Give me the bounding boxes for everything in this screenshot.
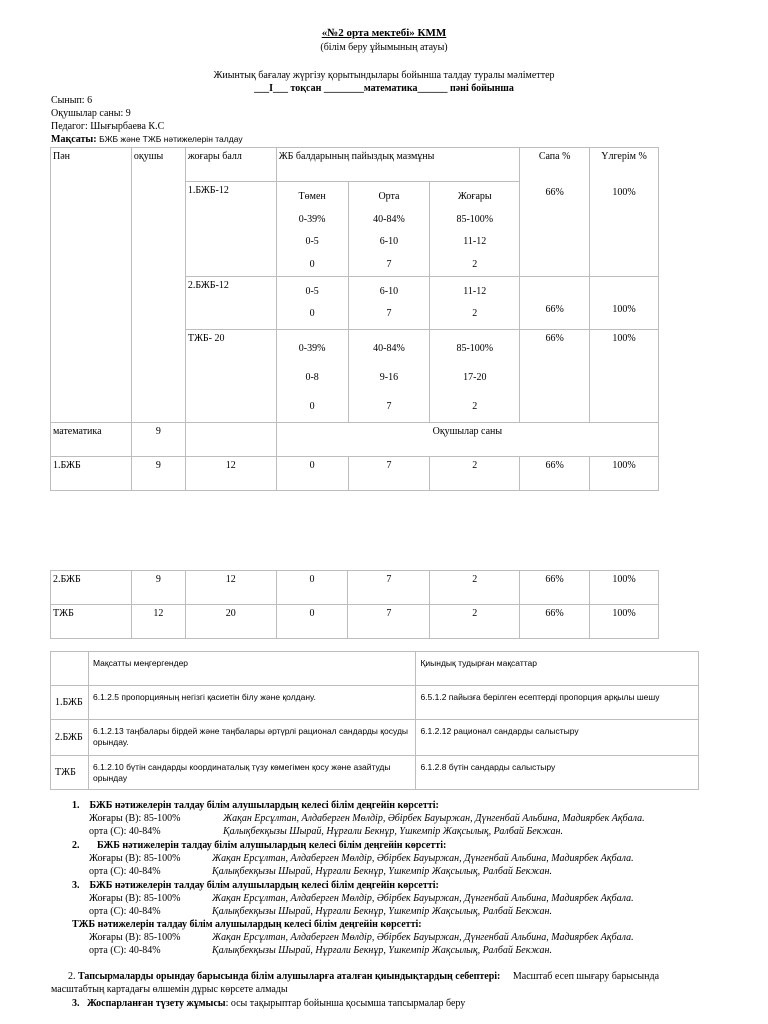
lvl-mid: Орта — [378, 191, 400, 202]
r1-name: 1.БЖБ-12 — [185, 182, 276, 277]
r2-low-count: 0 — [309, 308, 315, 319]
analysis-heading-2 — [72, 840, 446, 851]
r2-high — [430, 277, 520, 330]
mid-label: орта (С): 40-84% — [89, 906, 161, 917]
r2-quality: 66% — [520, 277, 590, 330]
subject-count: 9 — [131, 423, 185, 457]
school-name: «№2 орта мектебі» КММ — [321, 27, 447, 39]
mid-label: орта (С): 40-84% — [89, 866, 161, 877]
quarter-line: ___I___ тоқсан ________математика______ пәні бойынша — [254, 83, 514, 94]
lvl-high: Жоғары — [457, 191, 492, 202]
tjb-success: 100% — [590, 605, 659, 639]
p2-text-a: Масштаб есеп шығару барысында — [512, 971, 660, 982]
bjb2-quality: 66% — [520, 571, 590, 605]
teacher-line: Педагог: Шығырбаева К.С — [51, 121, 165, 132]
r2-mid — [348, 277, 430, 330]
header-quality — [520, 148, 590, 277]
goal-line — [51, 134, 243, 145]
r1-low-range: 0-5 — [305, 236, 319, 247]
r2-low — [276, 277, 348, 330]
r1-high — [430, 182, 520, 277]
high-label: Жоғары (В): 85-100% — [89, 813, 181, 824]
obj-difficult: 6.1.2.8 бүтін сандарды салыстыру — [416, 756, 699, 790]
high-names: Жақан Ерсұлтан, Алдаберген Мөлдір, Әбірбек Бауыржан, Дүнгенбай Альбина, Мадиярбек Ақбала. — [212, 853, 634, 864]
bjb2-students: 9 — [131, 571, 185, 605]
r3-mid-pct: 40-84% — [373, 343, 405, 354]
obj-row-label: 1.БЖБ — [51, 686, 89, 720]
objectives-corner — [51, 652, 89, 686]
obj-difficult: 6.1.2.12 рационал сандарды салыстыру — [416, 720, 699, 756]
r1-quality: 66% — [545, 187, 564, 198]
analysis-number: 3. — [72, 880, 80, 891]
r2-success: 100% — [590, 277, 659, 330]
r3-mid-count: 7 — [386, 401, 392, 412]
p3-text: : осы тақырыптар бойынша қосымша тапсырмалар беру — [225, 998, 466, 1009]
difficulties-line-2: масштабтың картадағы өлшемін дұрыс көрсете алмады — [51, 984, 288, 995]
r1-high-count: 2 — [472, 258, 478, 270]
students-count-label: Оқушылар саны — [276, 423, 658, 457]
mid-names: Қалықбекқызы Шырай, Нұрғали Бекнұр, Үшкемпір Жақсылық, Ралбай Бекжан. — [212, 945, 553, 956]
r1-mid-range: 6-10 — [379, 236, 399, 247]
analysis-heading-text: БЖБ нәтижелерін талдау білім алушылардың келесі білім деңгейін көрсетті: — [89, 880, 439, 891]
bjb2-low: 0 — [276, 571, 348, 605]
p3-label: Жоспарланған түзету жұмысы — [87, 998, 226, 1009]
p3-number: 3. — [72, 998, 80, 1009]
r1-high-range: 11-12 — [463, 236, 487, 247]
tjb-high: 2 — [430, 605, 520, 639]
r1-mid-count: 7 — [386, 258, 392, 270]
header-achieved: Мақсатты меңгергендер — [88, 652, 415, 686]
analysis-number: 2. — [72, 840, 80, 851]
r2-mid-count: 7 — [386, 308, 392, 319]
p2-number: 2. — [68, 971, 76, 982]
r3-mid — [348, 330, 430, 423]
bjb1-label: 1.БЖБ — [51, 457, 132, 491]
r3-mid-range: 9-16 — [379, 372, 399, 383]
header-percent: ЖБ балдарының пайыздық мазмұны — [276, 148, 520, 182]
obj-achieved: 6.1.2.10 бүтін сандарды координаталық түзу көмегімен қосу және азайтуды орындау — [88, 756, 415, 790]
obj-achieved: 6.1.2.5 пропорцияның негізгі қасиетін білу және қолдану. — [88, 686, 415, 720]
analysis-heading-1 — [72, 800, 439, 811]
r3-low — [276, 330, 348, 423]
high-names: Жақан Ерсұлтан, Алдаберген Мөлдір, Әбірбек Бауыржан, Дүнгенбай Альбина, Мадиярбек Ақбала. — [212, 932, 634, 943]
p2-label: Тапсырмаларды орындау барысында білім алушыларға аталған қиындықтардың себептері: — [78, 971, 501, 982]
correction-line — [72, 998, 465, 1009]
bjb2-success: 100% — [590, 571, 659, 605]
obj-row-label: 2.БЖБ — [51, 720, 89, 756]
tjb-analysis-heading: ТЖБ нәтижелерін талдау білім алушылардың келесі білім деңгейін көрсетті: — [72, 919, 422, 930]
bjb2-max: 12 — [185, 571, 276, 605]
obj-achieved: 6.1.2.13 таңбалары бірдей және таңбалары әртүрлі рационал сандарды қосуды орындау. — [88, 720, 415, 756]
bjb2-mid: 7 — [348, 571, 430, 605]
mid-label: орта (С): 40-84% — [89, 945, 161, 956]
results-table — [50, 147, 659, 491]
analysis-heading-text: БЖБ нәтижелерін талдау білім алушылардың келесі білім деңгейін көрсетті: — [89, 800, 439, 811]
r3-success: 100% — [590, 330, 659, 423]
results-table-continued — [50, 570, 659, 639]
r1-mid-pct: 40-84% — [373, 213, 405, 225]
r1-low-count: 0 — [309, 258, 315, 270]
r3-quality: 66% — [520, 330, 590, 423]
header-subject: Пән — [51, 148, 132, 423]
r3-name: ТЖБ- 20 — [185, 330, 276, 423]
header-success — [590, 148, 659, 277]
tjb-quality: 66% — [520, 605, 590, 639]
bjb2-label: 2.БЖБ — [51, 571, 132, 605]
header-max-score: жоғары балл — [185, 148, 276, 182]
r3-low-range: 0-8 — [305, 372, 319, 383]
r1-low — [276, 182, 348, 277]
bjb1-mid: 7 — [348, 457, 430, 491]
r3-high — [430, 330, 520, 423]
mid-label: орта (С): 40-84% — [89, 826, 161, 837]
bjb1-low: 0 — [276, 457, 348, 491]
r2-low-range: 0-5 — [305, 286, 319, 297]
header-students: оқушы — [131, 148, 185, 423]
goal-text: БЖБ және ТЖБ нәтижелерін талдау — [99, 134, 243, 144]
lvl-low: Төмен — [298, 191, 326, 202]
bjb1-success: 100% — [590, 457, 659, 491]
high-names: Жақан Ерсұлтан, Алдаберген Мөлдір, Әбірбек Бауыржан, Дүнгенбай Альбина, Мадиярбек Ақбала. — [212, 893, 634, 904]
tjb-students: 12 — [131, 605, 185, 639]
subject-cell: математика — [51, 423, 132, 457]
r2-high-range: 11-12 — [463, 286, 487, 297]
org-note: (білім беру ұйымының атауы) — [320, 42, 448, 53]
bjb2-high: 2 — [430, 571, 520, 605]
r2-mid-range: 6-10 — [379, 286, 399, 297]
r3-low-pct: 0-39% — [298, 343, 326, 354]
grade-line: Сынып: 6 — [51, 95, 93, 106]
goal-label: Мақсаты: — [51, 134, 97, 145]
r1-success: 100% — [612, 187, 636, 198]
tjb-label: ТЖБ — [51, 605, 132, 639]
r3-high-pct: 85-100% — [456, 343, 494, 354]
mid-names: Қалықбекқызы Шырай, Нұрғали Бекнұр, Үшкемпір Жақсылық, Ралбай Бекжан. — [212, 866, 553, 877]
r2-high-count: 2 — [472, 308, 478, 319]
high-names: Жақан Ерсұлтан, Алдаберген Мөлдір, Әбірбек Бауыржан, Дүнгенбай Альбина, Мадиярбек Ақбала. — [223, 813, 645, 824]
bjb1-high: 2 — [430, 457, 520, 491]
r2-name: 2.БЖБ-12 — [185, 277, 276, 330]
r3-low-count: 0 — [309, 401, 315, 412]
r1-high-pct: 85-100% — [456, 213, 494, 225]
r3-high-range: 17-20 — [463, 372, 487, 383]
analysis-heading-3 — [72, 880, 439, 891]
r1-mid — [348, 182, 430, 277]
header-success-label: Үлгерім % — [601, 151, 647, 162]
difficulties-line — [68, 971, 659, 982]
students-line: Оқушылар саны: 9 — [51, 108, 131, 119]
high-label: Жоғары (В): 85-100% — [89, 932, 181, 943]
tjb-max: 20 — [185, 605, 276, 639]
header-quality-label: Сапа % — [538, 151, 571, 162]
mid-names: Қалықбекқызы Шырай, Нұрғали Бекнұр, Үшкемпір Жақсылық, Ралбай Бекжан. — [223, 826, 564, 837]
analysis-number: 1. — [72, 800, 80, 811]
report-title: Жиынтық бағалау жүргізу қорытындылары бойынша талдау туралы мәліметтер — [213, 70, 555, 81]
tjb-low: 0 — [276, 605, 348, 639]
bjb1-max: 12 — [185, 457, 276, 491]
high-label: Жоғары (В): 85-100% — [89, 893, 181, 904]
high-label: Жоғары (В): 85-100% — [89, 853, 181, 864]
analysis-heading-text: БЖБ нәтижелерін талдау білім алушылардың келесі білім деңгейін көрсетті: — [97, 840, 447, 851]
objectives-table — [50, 651, 699, 790]
empty-cell — [185, 423, 276, 457]
r3-high-count: 2 — [472, 401, 478, 412]
r1-low-pct: 0-39% — [298, 213, 326, 225]
header-difficult: Қиындық тудырған мақсаттар — [416, 652, 699, 686]
obj-difficult: 6.5.1.2 пайызға берілген есептерді пропорция арқылы шешу — [416, 686, 699, 720]
bjb1-quality: 66% — [520, 457, 590, 491]
mid-names: Қалықбекқызы Шырай, Нұрғали Бекнұр, Үшкемпір Жақсылық, Ралбай Бекжан. — [212, 906, 553, 917]
bjb1-students: 9 — [131, 457, 185, 491]
tjb-mid: 7 — [348, 605, 430, 639]
obj-row-label: ТЖБ — [51, 756, 89, 790]
